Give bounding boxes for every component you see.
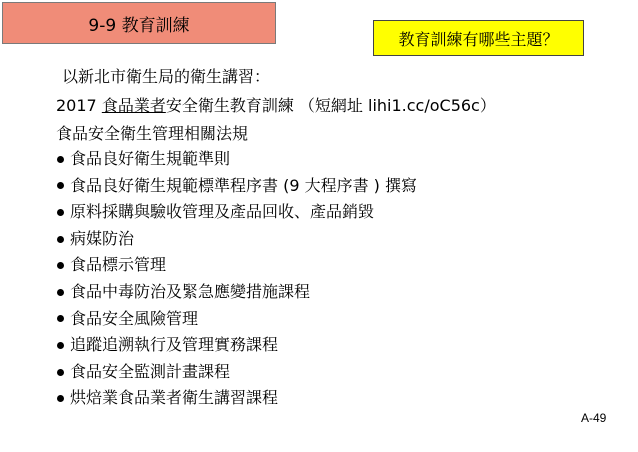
course-title: [56, 93, 496, 116]
topic-label: 烘焙業食品業者衛生講習課程: [70, 388, 279, 408]
section-title-box: [2, 2, 276, 44]
topic-label: 病媒防治: [70, 228, 135, 248]
list-item: [56, 306, 417, 333]
topic-label: 食品良好衛生規範標準程序書 (9 大程序書 ) 撰寫: [70, 175, 418, 195]
topic-list: [56, 146, 417, 412]
bullet-icon: [57, 395, 64, 402]
course-underlined-text: 食品業者: [101, 96, 166, 115]
question-text: 教育訓練有哪些主題？: [398, 29, 559, 49]
list-item: [56, 226, 417, 253]
list-item: [56, 359, 417, 386]
list-item: [56, 385, 417, 412]
course-title-rest: 安全衛生教育訓練 （短網址 lihi1.cc/oC56c）: [165, 96, 496, 115]
page-number: A-49: [581, 411, 607, 425]
list-item: [56, 173, 417, 200]
bullet-icon: [57, 209, 64, 216]
intro-text: 以新北市衛生局的衛生講習：: [62, 67, 271, 86]
regulations-heading: 食品安全衛生管理相關法規: [56, 124, 249, 143]
bullet-icon: [57, 156, 64, 163]
bullet-icon: [57, 315, 64, 322]
topic-label: 食品標示管理: [70, 255, 167, 275]
bullet-icon: [57, 369, 64, 376]
course-year: 2017: [56, 96, 102, 115]
bullet-icon: [57, 182, 64, 189]
bullet-icon: [57, 342, 64, 349]
list-item: [56, 252, 417, 279]
topic-label: 食品安全監測計畫課程: [70, 361, 231, 381]
list-item: [56, 332, 417, 359]
topic-label: 原料採購與驗收管理及產品回收、產品銷毀: [70, 202, 375, 222]
bullet-icon: [57, 262, 64, 269]
topic-label: 追蹤追溯執行及管理實務課程: [70, 335, 279, 355]
question-callout: [373, 20, 584, 56]
section-title: 9-9 教育訓練: [88, 15, 190, 36]
list-item: [56, 199, 417, 226]
topic-label: 食品安全風險管理: [70, 308, 199, 328]
bullet-icon: [57, 236, 64, 243]
topic-label: 食品中毒防治及緊急應變措施課程: [70, 281, 311, 301]
topic-label: 食品良好衛生規範準則: [70, 149, 231, 168]
list-item: [56, 146, 417, 173]
list-item: [56, 279, 417, 306]
bullet-icon: [57, 289, 64, 296]
